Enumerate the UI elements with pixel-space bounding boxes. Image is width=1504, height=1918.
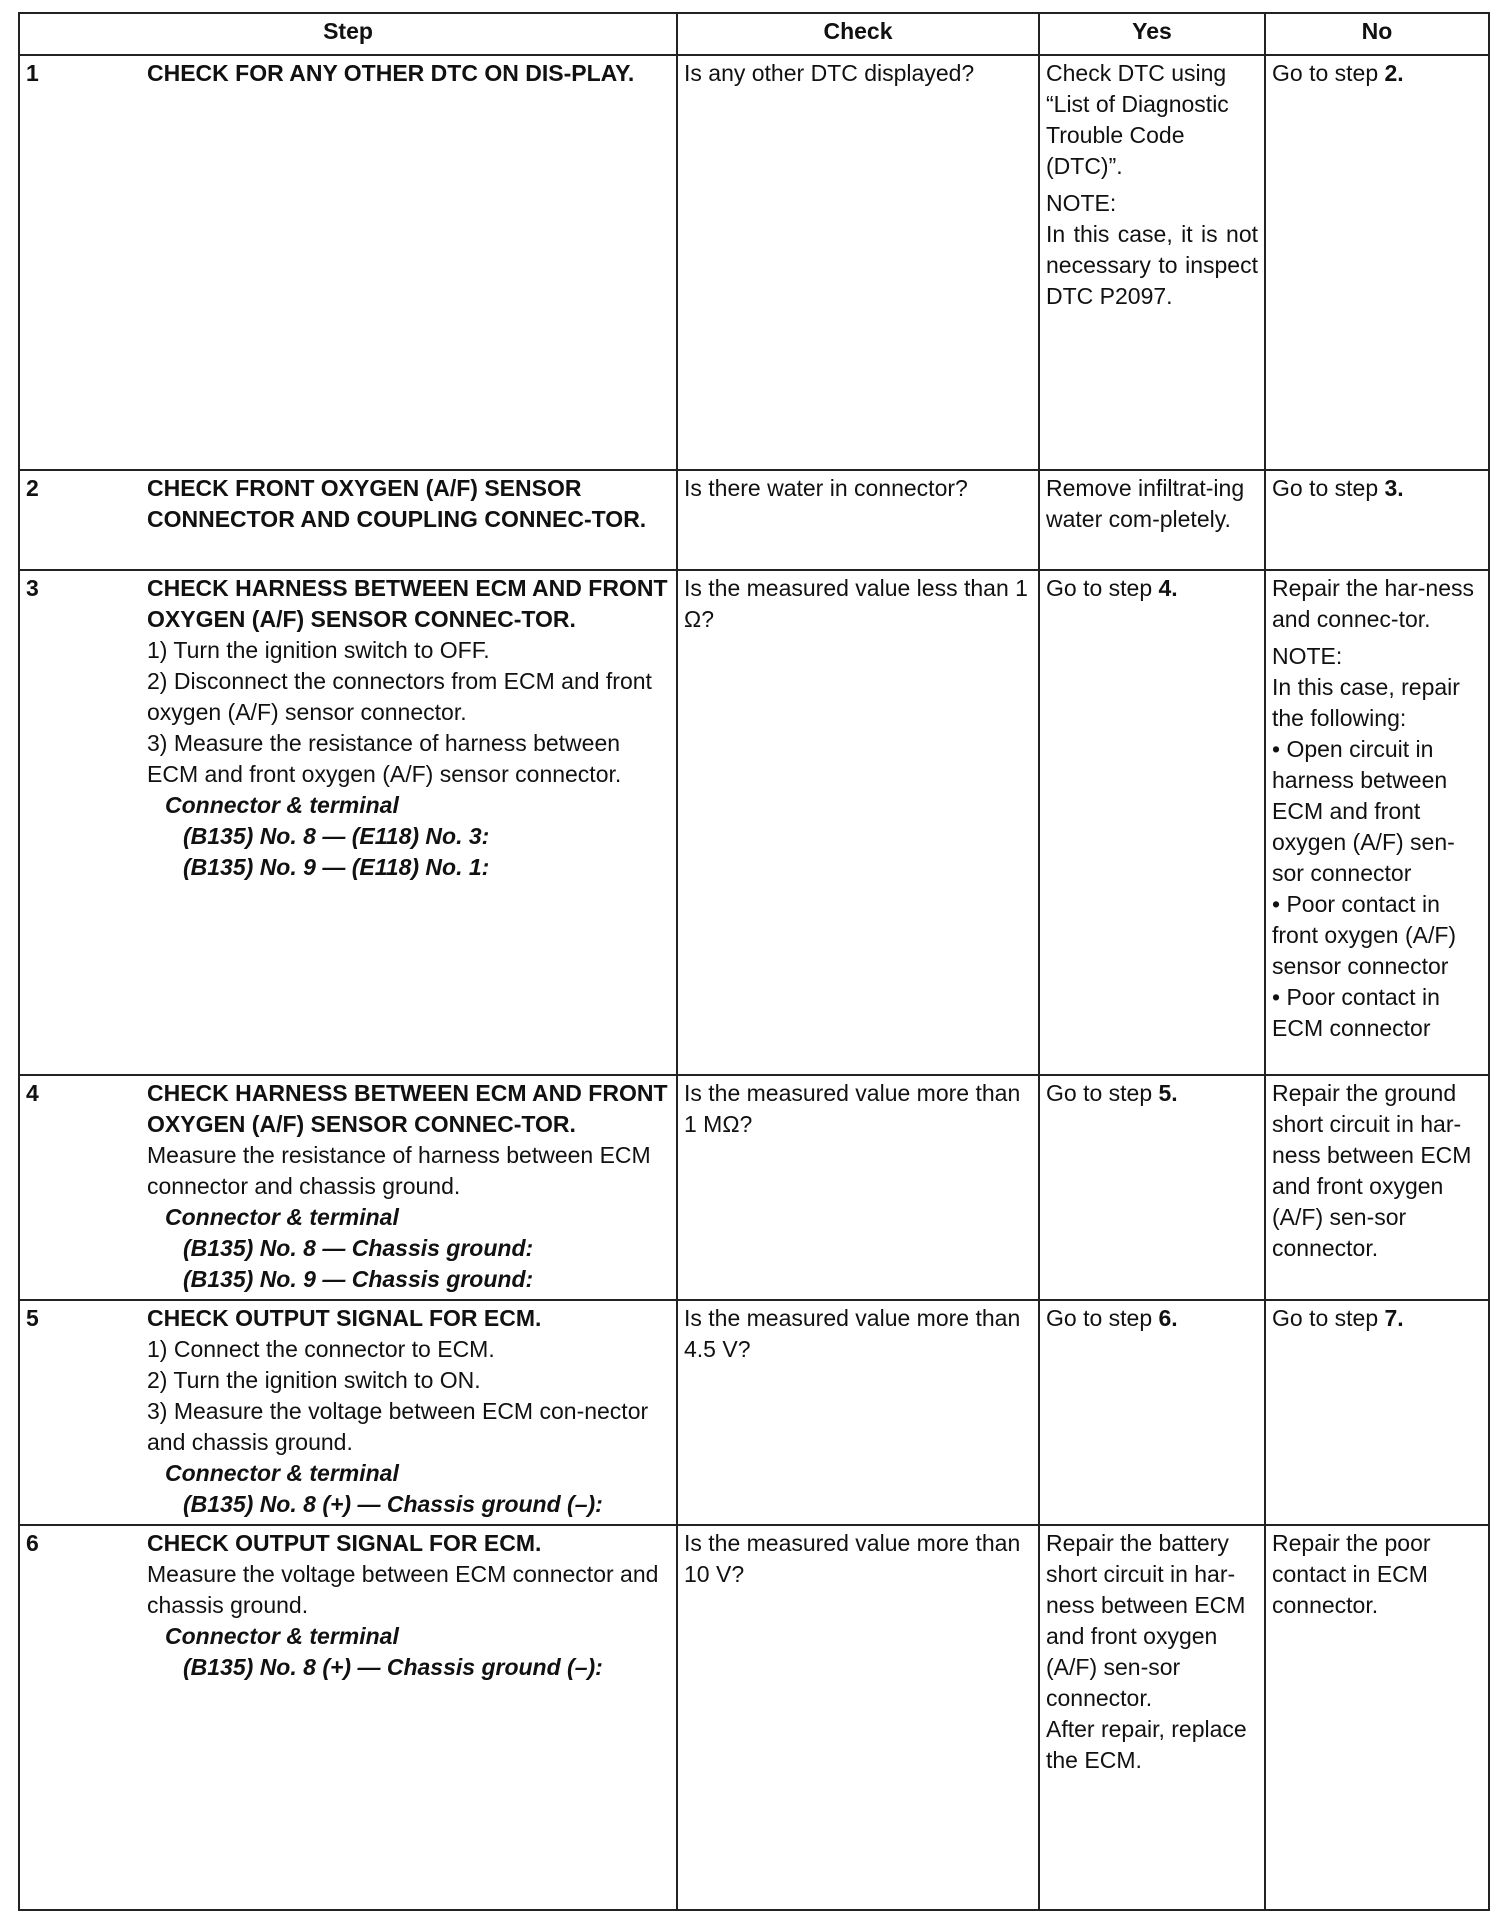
table-row (19, 1525, 1489, 1910)
check-cell: Is the measured value less than 1 Ω? (677, 570, 1039, 1075)
step-link: 2. (1384, 60, 1404, 86)
yes-text: Go to step (1046, 1305, 1159, 1331)
header-step: Step (19, 13, 677, 55)
step-number: 1 (26, 60, 39, 86)
yes-cell (1039, 1300, 1265, 1525)
yes-cell (1039, 55, 1265, 470)
yes-line: Trouble Code (1046, 122, 1185, 148)
yes-cell (1039, 1525, 1265, 1910)
step-number: 5 (26, 1305, 39, 1331)
step-cell (19, 1300, 677, 1525)
bullet-item: • Poor contact in ECM connector (1272, 984, 1440, 1041)
procedure-step: 1) Connect the connector to ECM. (147, 1336, 495, 1362)
yes-text: Repair the battery short circuit in har-ness between ECM and front oxygen (A/F) sen-sor connector. (1046, 1530, 1246, 1711)
step-title: CHECK HARNESS BETWEEN ECM AND FRONT OXYGEN (A/F) SENSOR CONNEC-TOR. (147, 1080, 668, 1137)
procedure-step: 2) Disconnect the connectors from ECM and front oxygen (A/F) sensor connector. (147, 668, 652, 725)
yes-text: After repair, replace the ECM. (1046, 1716, 1247, 1773)
step-cell (19, 570, 677, 1075)
procedure-step: 3) Measure the resistance of harness between ECM and front oxygen (A/F) sensor connector. (147, 730, 622, 787)
step-title: CHECK FOR ANY OTHER DTC ON DIS-PLAY. (147, 60, 635, 86)
connector-title: Connector & terminal (165, 792, 399, 818)
check-cell: Is the measured value more than 1 MΩ? (677, 1075, 1039, 1300)
check-cell: Is the measured value more than 4.5 V? (677, 1300, 1039, 1525)
check-cell: Is any other DTC displayed? (677, 55, 1039, 470)
yes-cell: Remove infiltrat-ing water com-pletely. (1039, 470, 1265, 570)
no-cell: Repair the poor contact in ECM connector. (1265, 1525, 1489, 1910)
yes-cell (1039, 1075, 1265, 1300)
connector-item: (B135) No. 9 — (E118) No. 1: (183, 854, 490, 880)
yes-line: (DTC)”. (1046, 153, 1123, 179)
note-label: NOTE: (1046, 190, 1117, 216)
bullet-item: • Poor contact in front oxygen (A/F) sensor connector (1272, 891, 1457, 979)
table-row (19, 470, 1489, 570)
connector-item: (B135) No. 8 (+) — Chassis ground (–): (183, 1654, 603, 1680)
no-cell (1265, 55, 1489, 470)
step-link: 7. (1384, 1305, 1404, 1331)
table-row (19, 55, 1489, 470)
table-row (19, 1075, 1489, 1300)
step-cell (19, 470, 677, 570)
connector-item: (B135) No. 8 — (E118) No. 3: (183, 823, 490, 849)
step-cell (19, 55, 677, 470)
no-text: Go to step (1272, 475, 1385, 501)
yes-text: Go to step (1046, 575, 1159, 601)
header-check: Check (677, 13, 1039, 55)
step-link: 4. (1158, 575, 1178, 601)
no-text: Repair the har-ness and connec-tor. (1272, 575, 1474, 632)
header-yes: Yes (1039, 13, 1265, 55)
check-cell: Is there water in connector? (677, 470, 1039, 570)
step-number: 2 (26, 475, 39, 501)
procedure-step: 1) Turn the ignition switch to OFF. (147, 637, 490, 663)
connector-title: Connector & terminal (165, 1204, 399, 1230)
no-cell: Repair the ground short circuit in har-ness between ECM and front oxygen (A/F) sen-sor connector. (1265, 1075, 1489, 1300)
connector-item: (B135) No. 8 (+) — Chassis ground (–): (183, 1491, 603, 1517)
step-description: Measure the resistance of harness between ECM connector and chassis ground. (147, 1142, 651, 1199)
yes-cell (1039, 570, 1265, 1075)
no-cell (1265, 1300, 1489, 1525)
connector-title: Connector & terminal (165, 1460, 399, 1486)
step-title: CHECK HARNESS BETWEEN ECM AND FRONT OXYGEN (A/F) SENSOR CONNEC-TOR. (147, 575, 668, 632)
step-cell (19, 1075, 677, 1300)
step-number: 4 (26, 1080, 39, 1106)
step-link: 3. (1384, 475, 1404, 501)
no-cell (1265, 570, 1489, 1075)
note-text: In this case, repair the following: (1272, 674, 1460, 731)
step-link: 5. (1158, 1080, 1178, 1106)
note-label: NOTE: (1272, 643, 1343, 669)
procedure-step: 2) Turn the ignition switch to ON. (147, 1367, 481, 1393)
step-link: 6. (1158, 1305, 1178, 1331)
connector-item: (B135) No. 9 — Chassis ground: (183, 1266, 534, 1292)
no-cell (1265, 470, 1489, 570)
step-cell (19, 1525, 677, 1910)
connector-title: Connector & terminal (165, 1623, 399, 1649)
no-text: Go to step (1272, 1305, 1385, 1331)
table-row (19, 1300, 1489, 1525)
bullet-item: • Open circuit in harness between ECM and front oxygen (A/F) sen-sor connector (1272, 736, 1455, 886)
no-text: Go to step (1272, 60, 1385, 86)
header-no: No (1265, 13, 1489, 55)
step-number: 3 (26, 575, 39, 601)
procedure-step: 3) Measure the voltage between ECM con-nector and chassis ground. (147, 1398, 649, 1455)
check-cell: Is the measured value more than 10 V? (677, 1525, 1039, 1910)
table-row (19, 570, 1489, 1075)
step-title: CHECK OUTPUT SIGNAL FOR ECM. (147, 1530, 542, 1556)
diagnostic-table (18, 12, 1490, 1911)
step-title: CHECK FRONT OXYGEN (A/F) SENSOR CONNECTOR AND COUPLING CONNEC-TOR. (147, 475, 647, 532)
yes-line: “List of Diagnostic (1046, 91, 1229, 117)
note-text: In this case, it is not necessary to inspect DTC P2097. (1046, 221, 1258, 309)
yes-text: Go to step (1046, 1080, 1159, 1106)
header-row (19, 13, 1489, 55)
step-description: Measure the voltage between ECM connector and chassis ground. (147, 1561, 659, 1618)
step-title: CHECK OUTPUT SIGNAL FOR ECM. (147, 1305, 542, 1331)
connector-item: (B135) No. 8 — Chassis ground: (183, 1235, 534, 1261)
step-number: 6 (26, 1530, 39, 1556)
yes-line: Check DTC using (1046, 60, 1227, 86)
